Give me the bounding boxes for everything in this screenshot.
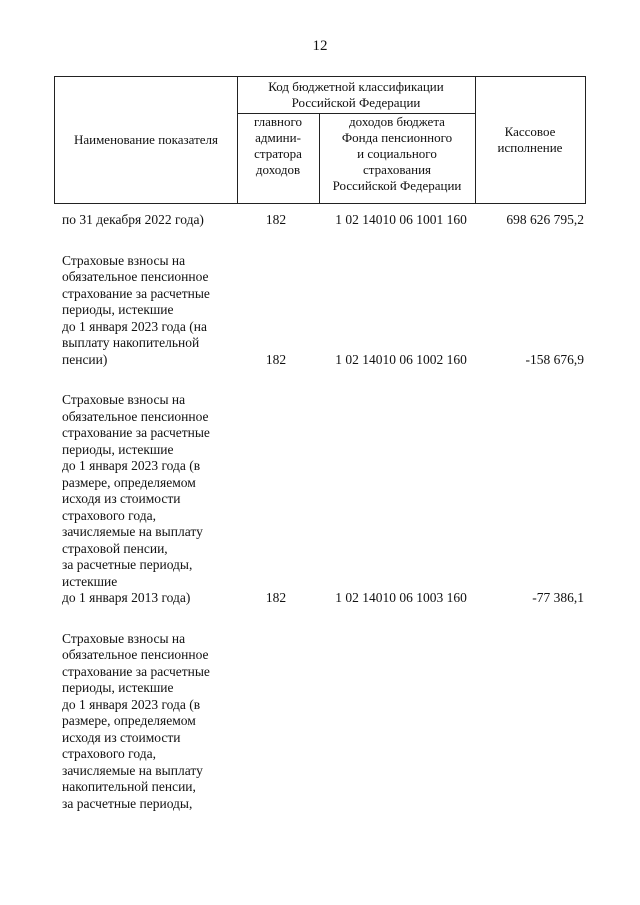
table-body	[0, 212, 640, 812]
table-row	[0, 631, 640, 813]
row-budget-code: 1 02 14010 06 1001 160	[335, 212, 467, 227]
row-budget-code: 1 02 14010 06 1002 160	[335, 351, 467, 367]
row-cash-execution: -77 386,1	[532, 590, 584, 605]
row-indicator-name: Страховые взносы на обязательное пенсионное страхование за расчетные периоды, истекшие до 1 января 2023 года (в размере, определяемом исходя из стоимости страхового года, зачисляемые на выплату накопительной пенсии, за расчетные периоды,	[62, 630, 210, 811]
page-number: 12	[312, 38, 328, 54]
table-row	[0, 212, 640, 229]
header-cash-execution-text: Кассовое исполнение	[497, 124, 563, 155]
header-cash-execution	[475, 77, 585, 203]
row-indicator-name: по 31 декабря 2022 года)	[62, 212, 204, 227]
row-cash-execution: 698 626 795,2	[506, 212, 584, 227]
header-indicator-name-text: Наименование показателя	[73, 132, 219, 147]
table-header	[54, 76, 586, 204]
table-row	[0, 253, 640, 369]
row-admin-code: 182	[265, 590, 287, 605]
header-fund-income-code: доходов бюджета Фонда пенсионного и социального страхования Российской Федерации	[332, 114, 462, 193]
row-admin-code: 182	[265, 212, 287, 227]
row-indicator-name: Страховые взносы на обязательное пенсионное страхование за расчетные периоды, истекшие до 1 января 2023 года (в размере, определяемом исходя из стоимости страхового года, зачисляемые на выплату страховой пенсии, за расчетные периоды, истекшие до 1 января 2013 года)	[62, 392, 210, 605]
header-chief-administrator: главного админи- стратора доходов	[253, 114, 303, 177]
row-indicator-name: Страховые взносы на обязательное пенсионное страхование за расчетные периоды, истекшие до 1 января 2023 года (на выплату накопительной пенсии)	[62, 252, 210, 367]
table-row	[0, 392, 640, 607]
row-budget-code: 1 02 14010 06 1003 160	[335, 590, 467, 605]
row-cash-execution: -158 676,9	[525, 351, 584, 367]
header-indicator-name	[55, 77, 237, 203]
header-budget-code-group: Код бюджетной классификации Российской Федерации	[268, 79, 444, 110]
row-admin-code: 182	[265, 351, 287, 367]
